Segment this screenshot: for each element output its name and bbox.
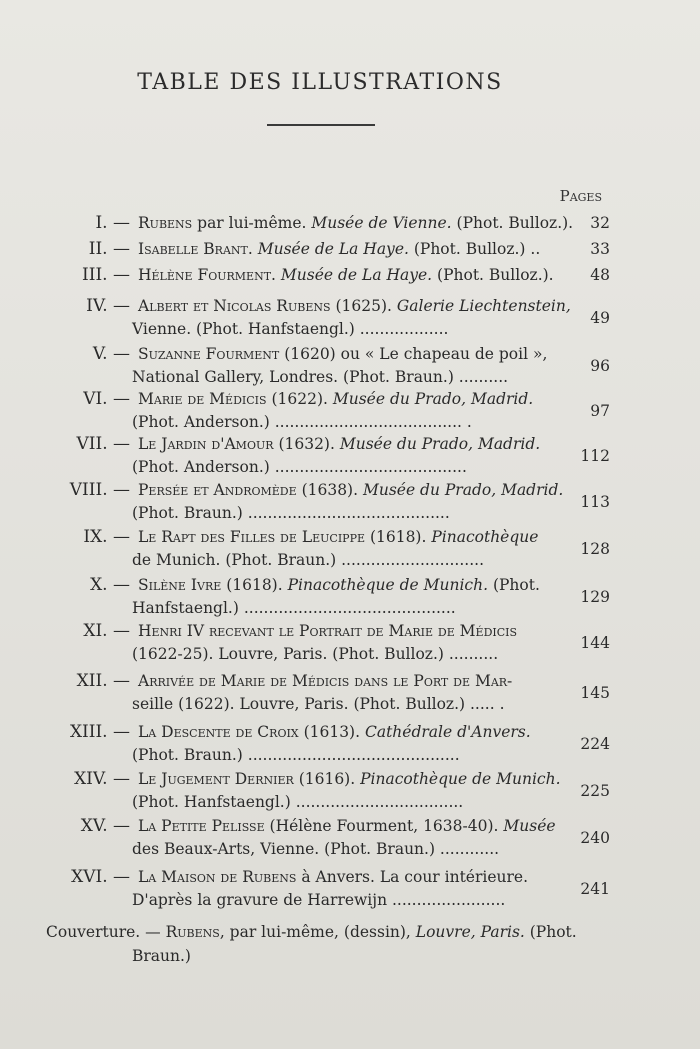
table-row (0, 768, 610, 814)
table-row (0, 670, 610, 716)
entry-title (138, 388, 580, 411)
cover-line2: Braun.) (132, 947, 191, 965)
entry-page: 48 (590, 266, 610, 284)
entry-second-line: D'après la gravure de Harrewijn ....................... (132, 891, 506, 909)
entry-subject: Marie de Médicis (138, 390, 267, 408)
title-rule (267, 124, 375, 126)
entry-title (138, 343, 580, 366)
table-row (0, 388, 610, 434)
entry-second-line: Vienne. (Phot. Hanfstaengl.) .................. (132, 320, 449, 338)
entry-number: II. — (88, 239, 130, 259)
entry-subject: Hélène Fourment. (138, 266, 276, 284)
entry-location: Musée (503, 817, 556, 835)
cover-rest: , par lui-même, (dessin), (219, 923, 416, 941)
entry-number: XI. — (83, 621, 130, 641)
cover-place: Louvre, Paris. (415, 923, 525, 941)
entry-detail: (1613). (298, 723, 365, 741)
entry-photo: (Phot. Bulloz.). (451, 214, 574, 232)
entry-subject: Le Jardin d'Amour (138, 435, 274, 453)
entry-subject: Suzanne Fourment (138, 345, 280, 363)
entry-page: 96 (590, 357, 610, 375)
entry-subject: Isabelle Brant. (138, 240, 253, 258)
entry-detail: par lui-même. (192, 214, 312, 232)
entry-number: XIV. — (74, 769, 130, 789)
entry-number: VIII. — (69, 480, 130, 500)
entry-number: XII. — (76, 671, 130, 691)
entry-page: 32 (590, 214, 610, 232)
cover-phot: (Phot. (524, 923, 577, 941)
entry-page: 33 (590, 240, 610, 258)
entry-detail: (1616). (293, 770, 361, 788)
table-row (0, 212, 610, 235)
entry-subject: Persée et Andromède (138, 481, 297, 499)
entry-page: 240 (580, 829, 610, 847)
table-row (0, 815, 610, 861)
entry-second-line: des Beaux-Arts, Vienne. (Phot. Braun.) ............ (132, 840, 500, 858)
entry-photo: (Phot. (488, 576, 540, 594)
entry-subject: Henri IV recevant le Portrait de Marie de Médicis (138, 622, 518, 640)
entry-photo: (Phot. Bulloz.). (432, 266, 554, 284)
entry-subject: Rubens (138, 214, 193, 232)
entry-title (138, 721, 580, 744)
entry-detail: (1618). (365, 528, 432, 546)
cover-name: Rubens (165, 923, 220, 941)
entry-page: 128 (580, 540, 610, 558)
entry-second-line: Hanfstaengl.) ........................................... (132, 599, 456, 617)
entry-location: Pinacothèque (431, 528, 539, 546)
entry-number: X. — (90, 575, 130, 595)
entry-location: Musée du Prado, Madrid. (332, 390, 534, 408)
entry-title (138, 479, 580, 502)
entry-page: 241 (580, 880, 610, 898)
entry-detail: (Hélène Fourment, 1638-40). (264, 817, 504, 835)
entry-second-line: (Phot. Braun.) ......................................... (132, 504, 450, 522)
entry-second-line: (Phot. Anderson.) ...................................... . (132, 413, 472, 431)
table-row (0, 526, 610, 572)
entry-title (138, 264, 580, 287)
entry-title (138, 295, 580, 318)
entry-subject: Albert et Nicolas Rubens (138, 297, 331, 315)
entry-title (138, 212, 580, 235)
entry-location: Musée du Prado, Madrid. (362, 481, 564, 499)
entry-subject: La Petite Pelisse (138, 817, 265, 835)
entry-title (138, 238, 580, 261)
table-row (0, 238, 610, 261)
entry-location: Musée de La Haye. (257, 240, 409, 258)
entry-title (138, 526, 580, 549)
entry-photo: (Phot. Bulloz.) .. (408, 240, 541, 258)
table-row (0, 574, 610, 620)
entry-number: V. — (92, 344, 130, 364)
table-row (0, 866, 610, 912)
entry-location: Musée du Prado, Madrid. (339, 435, 541, 453)
entry-number: IV. — (86, 296, 130, 316)
entry-page: 225 (580, 782, 610, 800)
entry-subject: La Descente de Croix (138, 723, 299, 741)
entry-location: Galerie Liechtenstein, (396, 297, 571, 315)
entry-page: 129 (580, 588, 610, 606)
entry-page: 224 (580, 735, 610, 753)
entry-second-line: seille (1622). Louvre, Paris. (Phot. Bulloz.) ..... . (132, 695, 505, 713)
cover-credit (46, 920, 626, 968)
entry-page: 145 (580, 684, 610, 702)
entry-second-line: de Munich. (Phot. Braun.) ............................. (132, 551, 484, 569)
entry-title (138, 866, 580, 889)
entry-number: VII. — (76, 434, 130, 454)
table-row (0, 264, 610, 287)
entry-location: Cathédrale d'Anvers. (364, 723, 531, 741)
entry-subject: Le Rapt des Filles de Leucippe (138, 528, 366, 546)
entry-second-line: (Phot. Anderson.) ....................................... (132, 458, 467, 476)
entry-second-line: National Gallery, Londres. (Phot. Braun.) .......... (132, 368, 509, 386)
entry-detail: (1625). (330, 297, 397, 315)
table-row (0, 479, 610, 525)
entry-subject: Silène Ivre (138, 576, 222, 594)
entry-title (138, 574, 580, 597)
entry-page: 144 (580, 634, 610, 652)
entry-page: 97 (590, 402, 610, 420)
entry-number: XV. — (80, 816, 130, 836)
entry-location: Pinacothèque de Munich. (360, 770, 561, 788)
entry-detail: (1632). (273, 435, 340, 453)
entry-number: VI. — (83, 389, 130, 409)
cover-label: Couverture. — (46, 923, 166, 941)
entry-second-line: (1622-25). Louvre, Paris. (Phot. Bulloz.) .......... (132, 645, 499, 663)
page-title: TABLE DES ILLUSTRATIONS (137, 70, 503, 95)
table-row (0, 295, 610, 341)
entry-number: III. — (82, 265, 130, 285)
entry-detail: (1618). (221, 576, 288, 594)
entry-number: I. — (95, 213, 130, 233)
table-row (0, 433, 610, 479)
entry-title (138, 768, 580, 791)
table-row (0, 343, 610, 389)
entry-location: Musée de Vienne. (311, 214, 452, 232)
entry-number: XVI. — (71, 867, 130, 887)
entry-page: 49 (590, 309, 610, 327)
entry-subject: La Maison de Rubens (138, 868, 297, 886)
entry-number: XIII. — (69, 722, 130, 742)
entry-detail: à Anvers. La cour intérieure. (296, 868, 529, 886)
entry-second-line: (Phot. Hanfstaengl.) .................................. (132, 793, 464, 811)
entry-location: Musée de La Haye. (280, 266, 433, 284)
entry-detail: (1638). (296, 481, 363, 499)
entry-detail: (1620) ou « Le chapeau de poil », (279, 345, 548, 363)
entry-title (138, 433, 580, 456)
entry-page: 112 (580, 447, 610, 465)
entry-title (138, 670, 580, 693)
entry-subject: Arrivée de Marie de Médicis dans le Port de Mar- (138, 672, 513, 690)
entry-subject: Le Jugement Dernier (138, 770, 294, 788)
entry-page: 113 (580, 493, 610, 511)
pages-header: Pages (559, 187, 602, 205)
entry-number: IX. — (83, 527, 130, 547)
entry-title (138, 815, 580, 838)
entry-second-line: (Phot. Braun.) ........................................... (132, 746, 460, 764)
entry-location: Pinacothèque de Munich. (287, 576, 489, 594)
table-row (0, 721, 610, 767)
table-row (0, 620, 610, 666)
entry-detail: (1622). (266, 390, 333, 408)
entry-title (138, 620, 580, 643)
